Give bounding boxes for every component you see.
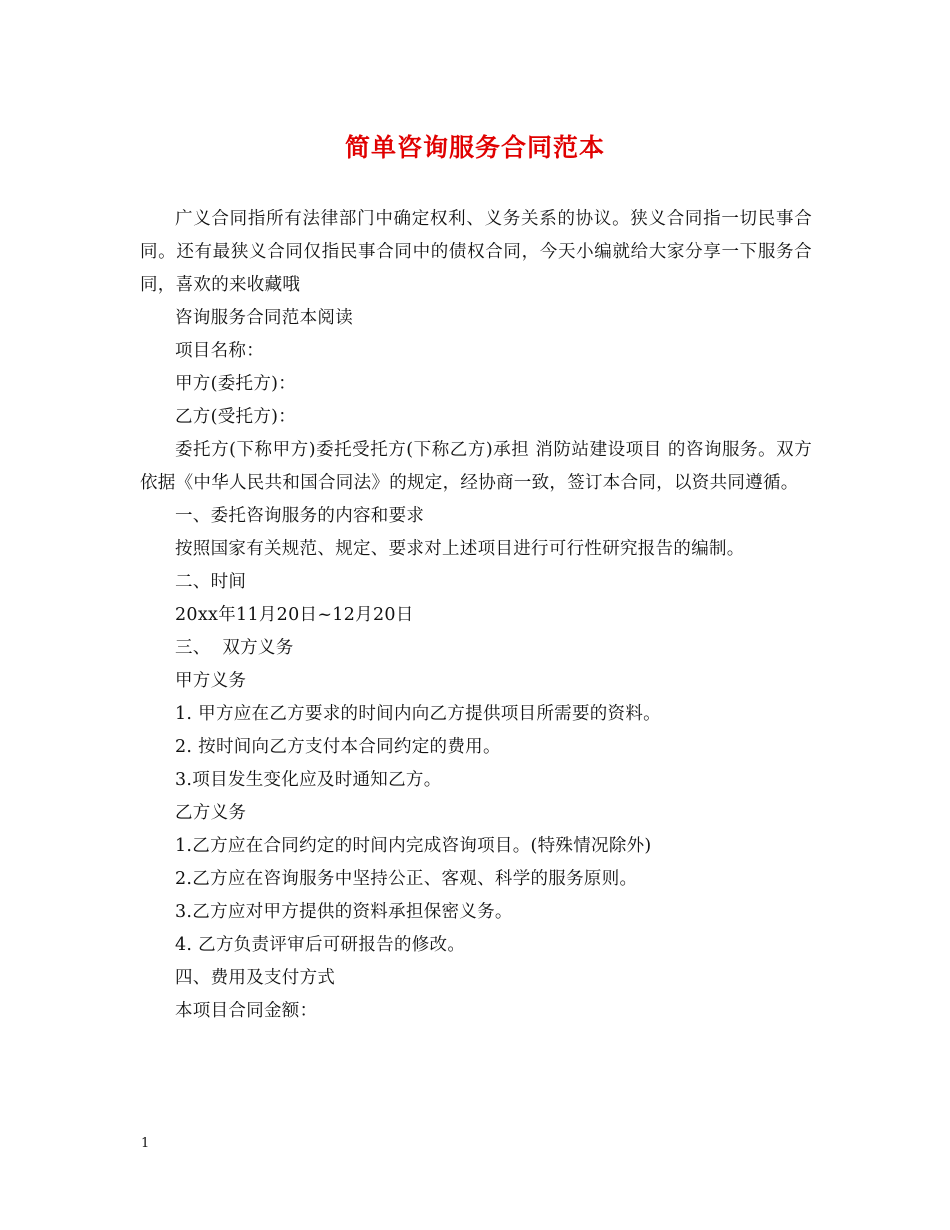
section-heading-content: 一、委托咨询服务的内容和要求: [175, 506, 425, 526]
paragraph-reading: 咨询服务合同范本阅读: [175, 308, 353, 328]
list-item: 1.乙方应在合同约定的时间内完成咨询项目。(特殊情况除外): [175, 836, 652, 856]
paragraph-party-b: 乙方(受托方)：: [175, 407, 297, 427]
list-item: 1. 甲方应在乙方要求的时间内向乙方提供项目所需要的资料。: [175, 704, 661, 724]
paragraph-entrustment: 委托方(下称甲方)委托受托方(下称乙方)承担 消防站建设项目 的咨询服务。双方依据《中华人民共和国合同法》的规定，经协商一致，签订本合同，以资共同遵循。: [140, 440, 812, 493]
document-body: [140, 203, 812, 1028]
subheading-party-a-obligations: 甲方义务: [175, 671, 247, 691]
list-item: 4. 乙方负责评审后可研报告的修改。: [175, 935, 466, 955]
section-heading-time: 二、时间: [175, 572, 247, 592]
section-heading-obligations: 三、 双方义务: [175, 638, 294, 658]
paragraph-intro: 广义合同指所有法律部门中确定权利、义务关系的协议。狭义合同指一切民事合同。还有最狭义合同仅指民事合同中的债权合同，今天小编就给大家分享一下服务合同，喜欢的来收藏哦: [140, 209, 812, 295]
list-item: 3.乙方应对甲方提供的资料承担保密义务。: [175, 902, 513, 922]
paragraph-project-name: 项目名称：: [175, 341, 264, 361]
document-title: 简单咨询服务合同范本: [344, 133, 605, 162]
paragraph-content: 按照国家有关规范、规定、要求对上述项目进行可行性研究报告的编制。: [175, 539, 745, 559]
subheading-party-b-obligations: 乙方义务: [175, 803, 247, 823]
paragraph-party-a: 甲方(委托方)：: [175, 374, 297, 394]
page-number: 1: [141, 1136, 150, 1151]
list-item: 2.乙方应在咨询服务中坚持公正、客观、科学的服务原则。: [175, 869, 638, 889]
paragraph-time: 20xx年11月20日~12月20日: [175, 605, 414, 625]
list-item: 3.项目发生变化应及时通知乙方。: [175, 770, 442, 790]
section-heading-fees: 四、费用及支付方式: [175, 968, 336, 988]
list-item: 2. 按时间向乙方支付本合同约定的费用。: [175, 737, 501, 757]
paragraph-contract-amount: 本项目合同金额：: [175, 1001, 318, 1021]
